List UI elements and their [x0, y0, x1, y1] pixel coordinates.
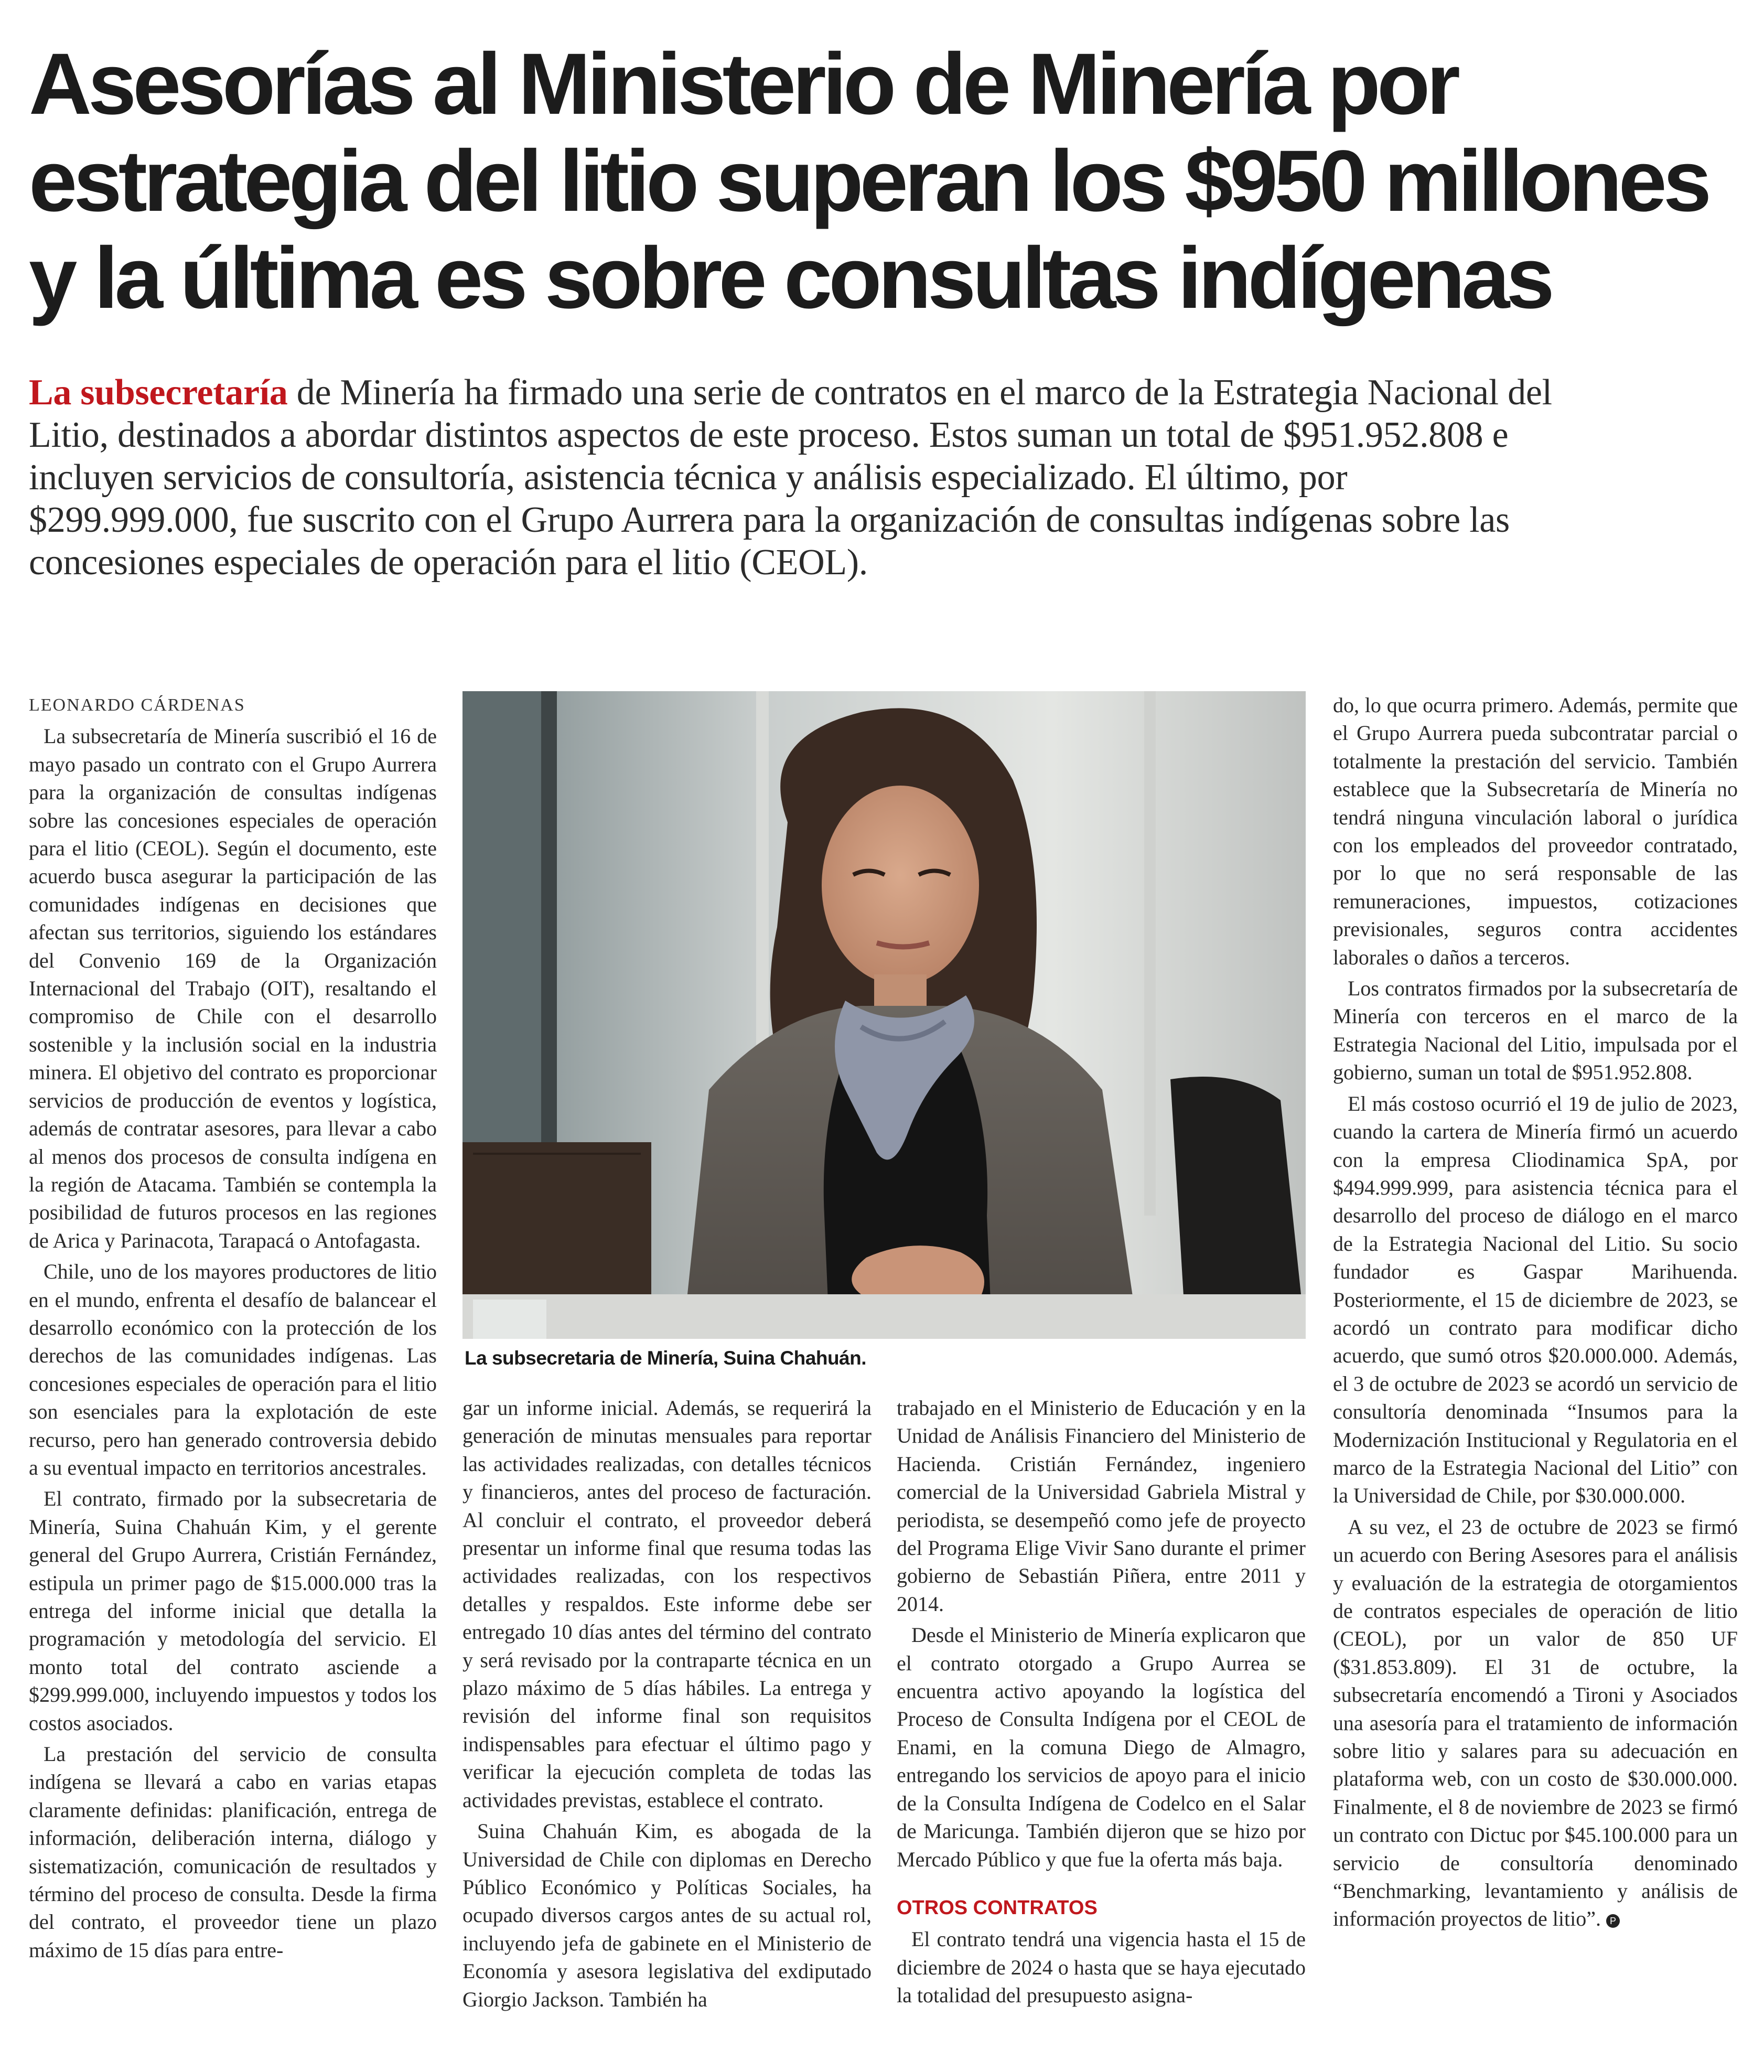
headline — [29, 36, 1744, 327]
section-subhead: OTROS CONTRATOS — [897, 1896, 1098, 1919]
article-column-2 — [462, 1394, 872, 2013]
article-column-4 — [1333, 691, 1738, 1933]
headline-line-3: y la última es sobre consultas indígenas — [29, 230, 1551, 327]
deck-line-2: Litio, destinados a abordar distintos aspectos de este proceso. Estos suman un total de $951.952.808 e — [29, 415, 1509, 455]
paragraph: Desde el Ministerio de Minería explicaron que el contrato otorgado a Grupo Aurrea se encuentra activo apoyando la logística del Proceso de Consulta Indígena por el CEOL de Enami, en la comuna Diego de Almagro, entregando los servicios de apoyo para el inicio de la Consulta Indígena de Codelco en el Salar de Maricunga. También dijeron que se hizo por Mercado Público y que fue la oferta más baja. — [897, 1623, 1306, 1871]
paragraph: El contrato, firmado por la subsecretaria de Minería, Suina Chahuán Kim, y el gerente general del Grupo Aurrera, Cristián Fernández, estipula un primer pago de $15.000.000 tras la entrega del informe inicial que detalla la programación y metodología del servicio. El monto total del contrato asciende a $299.999.000, incluyendo impuestos y todos los costos asociados. — [29, 1487, 437, 1735]
paragraph-final — [1333, 1513, 1738, 1933]
paragraph: Los contratos firmados por la subsecretaría de Minería con terceros en el marco de la Estrategia Nacional del Litio, impulsada por el gobierno, suman un total de $951.952.808. — [1333, 976, 1738, 1085]
photo-caption: La subsecretaria de Minería, Suina Chahuán. — [465, 1347, 867, 1369]
deck-line-5: concesiones especiales de operación para el litio (CEOL). — [29, 542, 868, 583]
article-column-3 — [897, 1394, 1306, 2010]
paragraph: Chile, uno de los mayores productores de litio en el mundo, enfrenta el desafío de balancear el desarrollo económico con la protección de los derechos de las comunidades indígenas. Las concesiones especiales de operación para el litio son esenciales para la explotación de este recurso, pero han generado controversia debido a su eventual impacto en territorios ancestrales. — [29, 1260, 437, 1479]
paragraph: La prestación del servicio de consulta indígena se llevará a cabo en varias etapas claramente definidas: planificación, entrega de información, deliberación interna, diálogo y sistematización, comunicación de resultados y término del proceso de consulta. Desde la firma del contrato, el proveedor tiene un plazo máximo de 15 días para entre- — [29, 1742, 437, 1962]
end-of-article-icon: P — [1606, 1914, 1620, 1928]
deck-line-4: $299.999.000, fue suscrito con el Grupo Aurrera para la organización de consultas indígenas sobre las — [29, 500, 1510, 540]
paragraph-final-text: A su vez, el 23 de octubre de 2023 se firmó un acuerdo con Bering Asesores para el análisis y evaluación de la estrategia de otorgamientos de contratos especiales de operación de litio (CEOL), por un valor de 850 UF ($31.853.809). El 31 de octubre, la subsecretaría encomendó a Tironi y Asociados una asesoría para el tratamiento de información sobre litio y salares para su adecuación en plataforma web, con un costo de $30.000.000. Finalmente, el 8 de noviembre de 2023 se firmó un contrato con Dictuc por $45.100.000 para un servicio de consultoría denominado “Benchmarking, levantamiento y análisis de información proyectos de litio”. — [1333, 1515, 1738, 1931]
headline-line-1: Asesorías al Ministerio de Minería por — [29, 36, 1457, 133]
paragraph: trabajado en el Ministerio de Educación y en la Unidad de Análisis Financiero del Ministerio de Hacienda. Cristián Fernández, ingeniero comercial de la Universidad Gabriela Mistral y periodista, se desempeñó como jefe de proyecto del Programa Elige Vivir Sano durante el primer gobierno de Sebastián Piñera, entre 2011 y 2014. — [897, 1396, 1306, 1616]
deck-line-1-text: de Minería ha firmado una serie de contratos en el marco de la Estrategia Nacional del — [287, 372, 1552, 413]
article-column-1 — [29, 691, 437, 1964]
deck-summary — [29, 371, 1744, 584]
paragraph: gar un informe inicial. Además, se requerirá la generación de minutas mensuales para reportar las actividades realizadas, con detalles técnicos y financieros, antes del proceso de facturación. Al concluir el contrato, el proveedor deberá presentar un informe final que resuma todas las actividades realizadas, con los respectivos detalles y respaldos. Este informe debe ser entregado 10 días antes del término del contrato y será revisado por la contraparte técnica en un plazo máximo de 5 días hábiles. La entrega y revisión del informe final son requisitos indispensables para efectuar el último pago y verificar la ejecución completa de todas las actividades previstas, establece el contrato. — [462, 1396, 872, 1812]
paragraph: El más costoso ocurrió el 19 de julio de 2023, cuando la cartera de Minería firmó un acuerdo con la empresa Cliodinamica SpA, por $494.999.999, para asistencia técnica para el desarrollo del proceso de diálogo en el marco de la Estrategia Nacional del Litio. Su socio fundador es Gaspar Marihuenda. Posteriormente, el 15 de diciembre de 2023, se acordó un contrato para modificar dicho acuerdo, que sumó otros $20.000.000. Además, el 3 de octubre de 2023 se acordó un servicio de consultoría denominada “Insumos para la Modernización Institucional y Regulatoria en el marco de la Estrategia Nacional del Litio” con la Universidad de Chile, por $30.000.000. — [1333, 1091, 1738, 1508]
deck-line-3: incluyen servicios de consultoría, asistencia técnica y análisis especializado. El último, por — [29, 457, 1348, 498]
byline: LEONARDO CÁRDENAS — [29, 695, 245, 715]
paragraph: El contrato tendrá una vigencia hasta el 15 de diciembre de 2024 o hasta que se haya ejecutado la totalidad del presupuesto asigna- — [897, 1927, 1306, 2007]
portrait-illustration — [462, 691, 1306, 1339]
paragraph: Suina Chahuán Kim, es abogada de la Universidad de Chile con diplomas en Derecho Público Económico y Políticas Sociales, ha ocupado diversos cargos antes de su actual rol, incluyendo jefa de gabinete en el Ministerio de Economía y asesora legislativa del exdiputado Giorgio Jackson. También ha — [462, 1819, 872, 2011]
deck-line-1 — [29, 371, 1744, 414]
paragraph: La subsecretaría de Minería suscribió el 16 de mayo pasado un contrato con el Grupo Aurrera para la organización de consultas indígenas sobre las concesiones especiales de operación para el litio (CEOL). Según el documento, este acuerdo busca asegurar la participación de las comunidades indígenas en decisiones que afectan sus territorios, siguiendo los estándares del Convenio 169 de la Organización Internacional del Trabajo (OIT), resaltando el compromiso de Chile con el desarrollo sostenible y la inclusión social en la industria minera. El objetivo del contrato es proporcionar servicios de producción de eventos y logística, además de contratar asesores, para llevar a cabo al menos dos procesos de consulta indígena en la región de Atacama. También se contempla la posibilidad de futuros procesos en las regiones de Arica y Parinacota, Tarapacá o Antofagasta. — [29, 724, 437, 1252]
article-photo — [462, 691, 1306, 1339]
deck-lead: La subsecretaría — [29, 372, 288, 413]
paragraph: do, lo que ocurra primero. Además, permite que el Grupo Aurrera pueda subcontratar parcial o totalmente la prestación del servicio. También establece que la Subsecretaría de Minería no tendrá ninguna vinculación laboral o jurídica con los empleados del proveedor contratado, por lo que no será responsable de las remuneraciones, impuestos, cotizaciones previsionales, seguros contra accidentes laborales o daños a terceros. — [1333, 693, 1738, 969]
headline-line-2: estrategia del litio superan los $950 millones — [29, 133, 1708, 230]
